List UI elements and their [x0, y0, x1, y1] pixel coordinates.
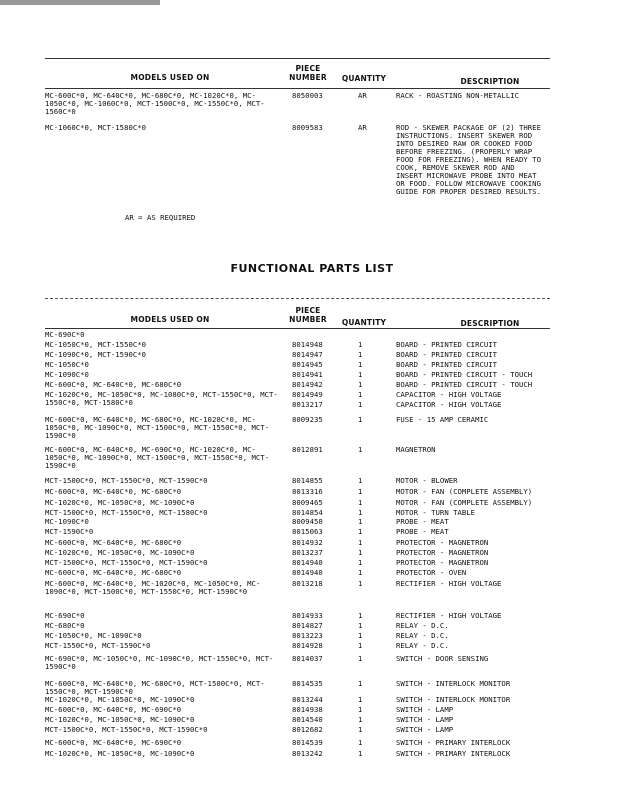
row-models: MC-600C*0, MC-640C*0, MC-680C*0, MCT-1500C*0, MCT-1550C*0, MCT-1590C*0 [45, 679, 265, 696]
row-models: MC-600C*0, MC-640C*0, MC-690C*0 [45, 705, 182, 714]
row-models: MCT-1550C*0, MCT-1590C*0 [45, 641, 151, 650]
row-piece-number: 8014945 [292, 360, 323, 369]
row-quantity: 1 [358, 527, 363, 536]
row-description: PROTECTOR - MAGNETRON [396, 548, 489, 557]
row-description: SWITCH - LAMP [396, 715, 454, 724]
row-quantity: 1 [358, 400, 363, 409]
row-description: SWITCH - DOOR SENSING [396, 654, 489, 663]
row-piece-number: 8014855 [292, 476, 323, 485]
row-quantity: AR [358, 123, 367, 132]
row-quantity: 1 [358, 487, 363, 496]
row-quantity: 1 [358, 548, 363, 557]
row-description: BOARD - PRINTED CIRCUIT - TOUCH [396, 370, 533, 379]
row-models: MC-1050C*0 [45, 360, 89, 369]
parts-header-piece-number: PIECE NUMBER [289, 306, 327, 324]
row-piece-number: 8014539 [292, 738, 323, 747]
row-piece-number: 8014928 [292, 641, 323, 650]
row-quantity: 1 [358, 749, 363, 758]
row-description: SWITCH - INTERLOCK MONITOR [396, 679, 511, 688]
table-row [0, 655, 624, 675]
row-piece-number: 8013223 [292, 631, 323, 640]
table-row [0, 488, 624, 498]
row-quantity: AR [358, 91, 367, 100]
table-row [0, 580, 624, 610]
row-piece-number: 8012891 [292, 445, 323, 454]
table-row [0, 528, 624, 538]
parts-header-description: DESCRIPTION [460, 319, 520, 328]
row-piece-number: 8014947 [292, 350, 323, 359]
header-piece-number: PIECE NUMBER [289, 64, 327, 82]
row-quantity: 1 [358, 725, 363, 734]
row-models: MC-690C*0, MC-1050C*0, MC-1090C*0, MCT-1550C*0, MCT-1590C*0 [45, 654, 274, 671]
table-row [0, 416, 624, 446]
row-description: PROTECTOR - OVEN [396, 568, 467, 577]
row-description: ROD - SKEWER PACKAGE OF (2) THREE INSTRUCTIONS. INSERT SKEWER ROD INTO DESIRED RAW OR COOKED FOOD BEFORE FREEZING. (PROPERLY WRAP FOOD FOR FREEZING). WHEN READY TO COOK, REMOVE SKEWER ROD AND INSERT MICROWAVE PROBE INTO MEAT OR FOOD. FOLLOW MICROWAVE COOKING GUIDE FOR PROPER DESIRED RESULTS. [396, 123, 541, 196]
row-models: MCT-1500C*0, MCT-1550C*0, MCT-1590C*0 [45, 476, 208, 485]
row-piece-number: 8014540 [292, 715, 323, 724]
row-quantity: 1 [358, 370, 363, 379]
row-models: MC-1020C*0, MC-1050C*0, MC-1090C*0 [45, 749, 195, 758]
row-quantity: 1 [358, 611, 363, 620]
row-piece-number: 8015063 [292, 527, 323, 536]
section-title: FUNCTIONAL PARTS LIST [230, 262, 394, 275]
parts-header-rule-bottom [45, 328, 550, 329]
row-piece-number: 8050003 [292, 91, 323, 100]
row-piece-number: 8014948 [292, 340, 323, 349]
row-description: SWITCH - LAMP [396, 725, 454, 734]
row-description: CAPACITOR - HIGH VOLTAGE [396, 400, 502, 409]
row-models: MCT-1500C*0, MCT-1550C*0, MCT-1590C*0 [45, 558, 208, 567]
row-description: BOARD - PRINTED CIRCUIT - TOUCH [396, 380, 533, 389]
header-models: MODELS USED ON [130, 73, 210, 82]
row-piece-number: 8013237 [292, 548, 323, 557]
parts-header-models: MODELS USED ON [130, 315, 210, 324]
row-quantity: 1 [358, 695, 363, 704]
row-quantity: 1 [358, 415, 363, 424]
row-description: RELAY - D.C. [396, 631, 449, 640]
row-quantity: 1 [358, 508, 363, 517]
row-models: MC-1090C*0 [45, 370, 89, 379]
table-row [0, 401, 624, 416]
row-description: RECTIFIER - HIGH VOLTAGE [396, 611, 502, 620]
row-quantity: 1 [358, 350, 363, 359]
row-description: PROBE - MEAT [396, 517, 449, 526]
row-models: MC-1060C*0, MCT-1580C*0 [45, 123, 147, 132]
row-piece-number: 8013242 [292, 749, 323, 758]
row-description: MOTOR - FAN (COMPLETE ASSEMBLY) [396, 487, 533, 496]
row-models: MC-600C*0, MC-640C*0, MC-680C*0 [45, 487, 182, 496]
row-models: MC-1050C*0, MC-1090C*0 [45, 631, 142, 640]
row-piece-number: 8014940 [292, 568, 323, 577]
row-quantity: 1 [358, 738, 363, 747]
row-description: RACK - ROASTING NON-METALLIC [396, 91, 520, 100]
row-description: MOTOR - FAN (COMPLETE ASSEMBLY) [396, 498, 533, 507]
table-row [0, 739, 624, 749]
row-quantity: 1 [358, 641, 363, 650]
row-piece-number: 8013217 [292, 400, 323, 409]
row-models: MC-1020C*0, MC-1050C*0, MC-1090C*0 [45, 548, 195, 557]
row-quantity: 1 [358, 705, 363, 714]
row-quantity: 1 [358, 538, 363, 547]
row-models: MC-1090C*0, MCT-1590C*0 [45, 350, 147, 359]
table-row [0, 124, 624, 206]
row-piece-number: 8014535 [292, 679, 323, 688]
table-row [0, 726, 624, 736]
parts-header-quantity: QUANTITY [341, 318, 387, 327]
parts-header-rule-top [45, 298, 550, 299]
row-description: RELAY - D.C. [396, 641, 449, 650]
row-description: MAGNETRON [396, 445, 436, 454]
row-piece-number: 8013218 [292, 579, 323, 588]
row-piece-number: 8013244 [292, 695, 323, 704]
row-models: MC-600C*0, MC-640C*0, MC-690C*0 [45, 738, 182, 747]
row-models: MC-600C*0, MC-640C*0, MC-680C*0 [45, 538, 182, 547]
row-quantity: 1 [358, 360, 363, 369]
row-quantity: 1 [358, 568, 363, 577]
row-models: MC-600C*0, MC-640C*0, MC-680C*0, MC-1020C*0, MC-1050C*0, MC-1090C*0, MCT-1500C*0, MCT-1550C*0, MCT-1590C*0 [45, 415, 270, 440]
row-models: MC-600C*0, MC-640C*0, MC-680C*0 [45, 568, 182, 577]
row-quantity: 1 [358, 631, 363, 640]
row-description: BOARD - PRINTED CIRCUIT [396, 360, 498, 369]
row-quantity: 1 [358, 498, 363, 507]
row-quantity: 1 [358, 340, 363, 349]
row-models: MC-680C*0 [45, 621, 85, 630]
header-quantity: QUANTITY [341, 74, 387, 83]
row-models: MC-690C*0 [45, 330, 85, 339]
row-quantity: 1 [358, 476, 363, 485]
row-models: MC-1020C*0, MC-1050C*0, MC-1090C*0 [45, 498, 195, 507]
row-models: MC-1050C*0, MCT-1550C*0 [45, 340, 147, 349]
row-piece-number: 8014827 [292, 621, 323, 630]
row-quantity: 1 [358, 715, 363, 724]
row-models: MC-1090C*0 [45, 517, 89, 526]
header-rule-bottom [45, 88, 550, 89]
row-description: SWITCH - PRIMARY INTERLOCK [396, 749, 511, 758]
row-description: PROTECTOR - MAGNETRON [396, 538, 489, 547]
row-description: SWITCH - PRIMARY INTERLOCK [396, 738, 511, 747]
row-piece-number: 8014949 [292, 390, 323, 399]
row-quantity: 1 [358, 621, 363, 630]
row-description: CAPACITOR - HIGH VOLTAGE [396, 390, 502, 399]
row-models: MC-690C*0 [45, 611, 85, 620]
row-piece-number: 8014854 [292, 508, 323, 517]
table-row [0, 642, 624, 652]
row-models: MC-600C*0, MC-640C*0, MC-680C*0 [45, 380, 182, 389]
row-description: PROBE - MEAT [396, 527, 449, 536]
row-quantity: 1 [358, 558, 363, 567]
row-description: PROTECTOR - MAGNETRON [396, 558, 489, 567]
header-rule-top [45, 58, 550, 59]
row-piece-number: 8009465 [292, 498, 323, 507]
header-description: DESCRIPTION [460, 77, 520, 86]
row-models: MCT-1500C*0, MCT-1550C*0, MCT-1590C*0 [45, 725, 208, 734]
row-description: SWITCH - LAMP [396, 705, 454, 714]
row-piece-number: 8014932 [292, 538, 323, 547]
row-models: MC-1020C*0, MC-1050C*0, MC-1080C*0, MCT-1550C*0, MCT-1550C*0, MCT-1580C*0 [45, 390, 278, 407]
row-piece-number: 8014941 [292, 370, 323, 379]
row-description: BOARD - PRINTED CIRCUIT [396, 350, 498, 359]
row-piece-number: 8014940 [292, 558, 323, 567]
row-models: MCT-1500C*0, MCT-1550C*0, MCT-1580C*0 [45, 508, 208, 517]
row-models: MCT-1590C*0 [45, 527, 94, 536]
row-description: RECTIFIER - HIGH VOLTAGE [396, 579, 502, 588]
row-piece-number: 8012682 [292, 725, 323, 734]
row-models: MC-1020C*0, MC-1050C*0, MC-1090C*0 [45, 695, 195, 704]
table-row [0, 750, 624, 760]
row-quantity: 1 [358, 654, 363, 663]
table-row [0, 680, 624, 696]
row-quantity: 1 [358, 579, 363, 588]
row-quantity: 1 [358, 679, 363, 688]
row-piece-number: 8014037 [292, 654, 323, 663]
row-description: FUSE - 15 AMP CERAMIC [396, 415, 489, 424]
row-description: RELAY - D.C. [396, 621, 449, 630]
row-piece-number: 8009450 [292, 517, 323, 526]
row-piece-number: 8009583 [292, 123, 323, 132]
row-quantity: 1 [358, 390, 363, 399]
table-row [0, 477, 624, 487]
row-piece-number: 8009235 [292, 415, 323, 424]
row-piece-number: 8014942 [292, 380, 323, 389]
table-row [0, 92, 624, 122]
row-description: MOTOR - BLOWER [396, 476, 458, 485]
row-models: MC-600C*0, MC-640C*0, MC-1020C*0, MC-1050C*0, MC-1090C*0, MCT-1500C*0, MCT-1550C*0, MCT-1590C*0 [45, 579, 261, 596]
row-models: MC-600C*0, MC-640C*0, MC-680C*0, MC-1020C*0, MC-1050C*0, MC-1060C*0, MCT-1500C*0, MC-1550C*0, MCT-1560C*0 [45, 91, 265, 116]
scan-artifact-rule [0, 0, 160, 5]
row-quantity: 1 [358, 517, 363, 526]
row-piece-number: 8013316 [292, 487, 323, 496]
row-models: MC-600C*0, MC-640C*0, MC-690C*0, MC-1020C*0, MC-1050C*0, MC-1090C*0, MCT-1500C*0, MCT-1550C*0, MCT-1590C*0 [45, 445, 270, 470]
row-quantity: 1 [358, 380, 363, 389]
row-description: BOARD - PRINTED CIRCUIT [396, 340, 498, 349]
row-piece-number: 8014938 [292, 705, 323, 714]
row-quantity: 1 [358, 445, 363, 454]
table-row [0, 446, 624, 476]
table-row [0, 569, 624, 579]
row-models: MC-1020C*0, MC-1050C*0, MC-1090C*0 [45, 715, 195, 724]
row-piece-number: 8014933 [292, 611, 323, 620]
row-description: MOTOR - TURN TABLE [396, 508, 476, 517]
ar-footnote: AR = AS REQUIRED [125, 213, 196, 222]
row-description: SWITCH - INTERLOCK MONITOR [396, 695, 511, 704]
